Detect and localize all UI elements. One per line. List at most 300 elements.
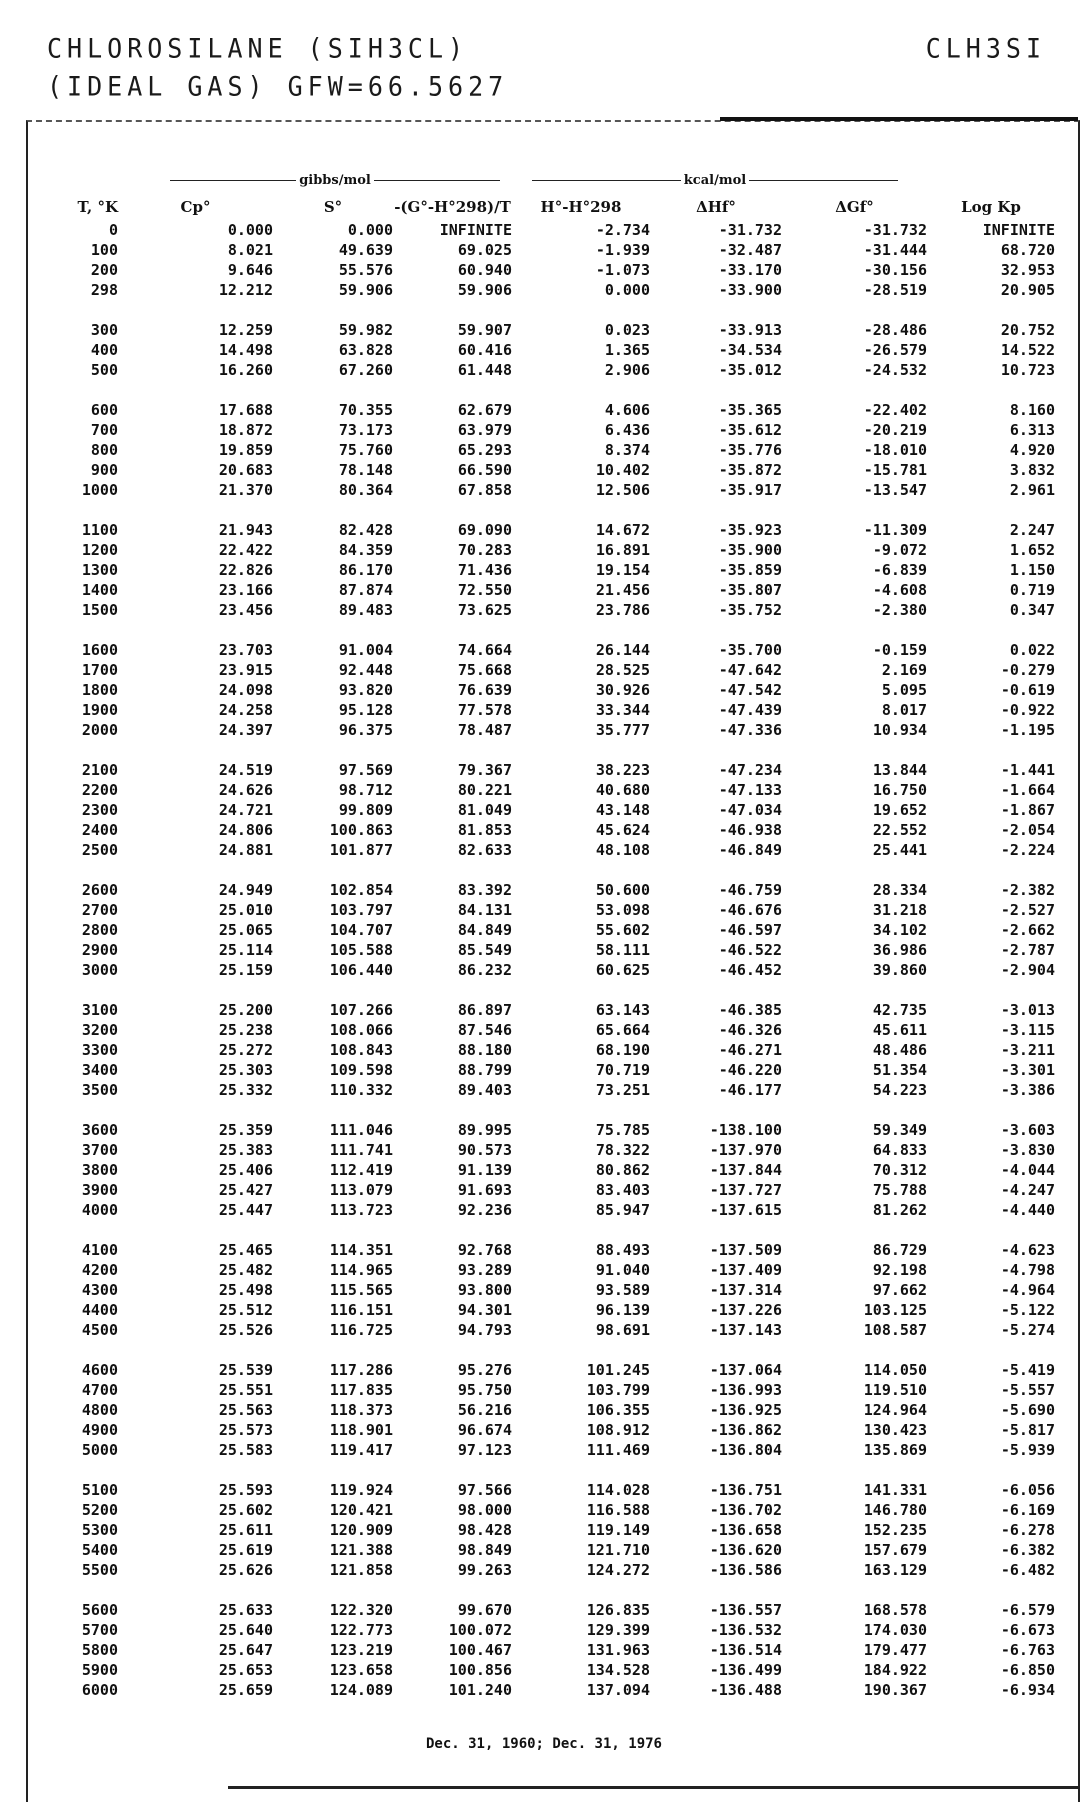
table-cell: 2200 xyxy=(81,781,118,799)
table-cell: 97.566 xyxy=(457,1481,512,1499)
table-cell: 28.334 xyxy=(872,881,927,899)
table-cell: 152.235 xyxy=(863,1521,927,1539)
table-cell: 19.652 xyxy=(872,801,927,819)
table-cell: -26.579 xyxy=(863,341,927,359)
table-cell: 114.965 xyxy=(329,1261,393,1279)
span-rule-right xyxy=(749,180,898,181)
table-cell: 24.806 xyxy=(218,821,273,839)
table-row xyxy=(38,440,1055,460)
table-cell: -1.664 xyxy=(1000,781,1055,799)
table-cell: 157.679 xyxy=(863,1541,927,1559)
spacer-cell xyxy=(38,500,1055,520)
table-cell: 42.735 xyxy=(872,1001,927,1019)
table-cell: 8.160 xyxy=(1009,401,1055,419)
table-cell: -6.482 xyxy=(1000,1561,1055,1579)
table-cell: 141.331 xyxy=(863,1481,927,1499)
table-cell: 114.050 xyxy=(863,1361,927,1379)
table-cell: 25.498 xyxy=(218,1281,273,1299)
table-cell: 25.551 xyxy=(218,1381,273,1399)
table-cell: 77.578 xyxy=(457,701,512,719)
table-cell: 1.652 xyxy=(1009,541,1055,559)
table-cell: 78.148 xyxy=(338,461,393,479)
table-cell: 6000 xyxy=(81,1681,118,1699)
table-cell: 32.953 xyxy=(1000,261,1055,279)
table-cell: 38.223 xyxy=(595,761,650,779)
table-cell: 163.129 xyxy=(863,1561,927,1579)
table-row xyxy=(38,800,1055,820)
table-cell: 88.799 xyxy=(457,1061,512,1079)
table-cell: 23.703 xyxy=(218,641,273,659)
table-cell: -2.380 xyxy=(872,601,927,619)
table-cell: -0.922 xyxy=(1000,701,1055,719)
table-cell: 108.912 xyxy=(586,1421,650,1439)
table-row xyxy=(38,480,1055,500)
table-cell: 800 xyxy=(90,441,118,459)
table-cell: 101.245 xyxy=(586,1361,650,1379)
table-cell: 106.355 xyxy=(586,1401,650,1419)
table-cell: 98.000 xyxy=(457,1501,512,1519)
table-row xyxy=(38,1060,1055,1080)
table-cell: INFINITE xyxy=(982,221,1055,239)
table-cell: 1300 xyxy=(81,561,118,579)
table-cell: 53.098 xyxy=(595,901,650,919)
table-cell: 25.563 xyxy=(218,1401,273,1419)
table-cell: 25.406 xyxy=(218,1161,273,1179)
table-cell: 98.712 xyxy=(338,781,393,799)
table-cell: -18.010 xyxy=(863,441,927,459)
table-cell: 75.785 xyxy=(595,1121,650,1139)
table-cell: 91.040 xyxy=(595,1261,650,1279)
table-cell: 16.750 xyxy=(872,781,927,799)
table-cell: 3000 xyxy=(81,961,118,979)
row-spacer xyxy=(38,860,1055,880)
table-cell: 66.590 xyxy=(457,461,512,479)
table-body xyxy=(38,220,1055,1700)
table-cell: 1.365 xyxy=(604,341,650,359)
table-cell: -3.211 xyxy=(1000,1041,1055,1059)
table-cell: -1.939 xyxy=(595,241,650,259)
table-cell: 200 xyxy=(90,261,118,279)
table-cell: 96.139 xyxy=(595,1301,650,1319)
table-cell: 4200 xyxy=(81,1261,118,1279)
table-cell: 137.094 xyxy=(586,1681,650,1699)
table-cell: 168.578 xyxy=(863,1601,927,1619)
table-cell: 68.720 xyxy=(1000,241,1055,259)
table-cell: 87.546 xyxy=(457,1021,512,1039)
table-row xyxy=(38,1680,1055,1700)
table-cell: -35.923 xyxy=(718,521,782,539)
table-cell: 83.403 xyxy=(595,1181,650,1199)
table-cell: -35.807 xyxy=(718,581,782,599)
table-cell: 68.190 xyxy=(595,1041,650,1059)
table-cell: 115.565 xyxy=(329,1281,393,1299)
table-cell: -5.690 xyxy=(1000,1401,1055,1419)
table-cell: 20.752 xyxy=(1000,321,1055,339)
table-cell: 25.065 xyxy=(218,921,273,939)
table-cell: 190.367 xyxy=(863,1681,927,1699)
table-cell: 60.625 xyxy=(595,961,650,979)
table-cell: 97.569 xyxy=(338,761,393,779)
table-cell: 80.364 xyxy=(338,481,393,499)
table-cell: -136.514 xyxy=(709,1641,782,1659)
table-cell: 12.506 xyxy=(595,481,650,499)
table-cell: -47.234 xyxy=(718,761,782,779)
table-cell: 25.303 xyxy=(218,1061,273,1079)
table-cell: 95.128 xyxy=(338,701,393,719)
table-cell: 174.030 xyxy=(863,1621,927,1639)
table-cell: 93.800 xyxy=(457,1281,512,1299)
table-cell: 25.272 xyxy=(218,1041,273,1059)
table-cell: 4400 xyxy=(81,1301,118,1319)
table-cell: -35.365 xyxy=(718,401,782,419)
table-cell: 100.856 xyxy=(448,1661,512,1679)
table-cell: 12.212 xyxy=(218,281,273,299)
col-enthalpy-increment: H°-H°298 xyxy=(540,198,622,216)
table-cell: 25.238 xyxy=(218,1021,273,1039)
table-cell: 117.286 xyxy=(329,1361,393,1379)
table-cell: 80.862 xyxy=(595,1161,650,1179)
table-cell: 3900 xyxy=(81,1181,118,1199)
row-spacer xyxy=(38,620,1055,640)
table-row xyxy=(38,1140,1055,1160)
table-row xyxy=(38,840,1055,860)
table-row xyxy=(38,1280,1055,1300)
table-cell: 2800 xyxy=(81,921,118,939)
table-cell: 900 xyxy=(90,461,118,479)
table-cell: -137.143 xyxy=(709,1321,782,1339)
table-cell: 25.583 xyxy=(218,1441,273,1459)
table-cell: 2.906 xyxy=(604,361,650,379)
table-cell: -1.867 xyxy=(1000,801,1055,819)
table-cell: 95.276 xyxy=(457,1361,512,1379)
table-row xyxy=(38,680,1055,700)
table-cell: 85.549 xyxy=(457,941,512,959)
table-cell: 55.602 xyxy=(595,921,650,939)
row-spacer xyxy=(38,380,1055,400)
table-cell: 78.322 xyxy=(595,1141,650,1159)
table-cell: 4700 xyxy=(81,1381,118,1399)
table-cell: -35.612 xyxy=(718,421,782,439)
table-cell: 99.263 xyxy=(457,1561,512,1579)
spacer-cell xyxy=(38,1580,1055,1600)
table-cell: 25.114 xyxy=(218,941,273,959)
table-cell: -2.527 xyxy=(1000,901,1055,919)
table-row xyxy=(38,1560,1055,1580)
table-cell: 122.320 xyxy=(329,1601,393,1619)
table-cell: -30.156 xyxy=(863,261,927,279)
table-cell: 3100 xyxy=(81,1001,118,1019)
spacer-cell xyxy=(38,860,1055,880)
col-gibbs-formation: ΔGf° xyxy=(835,198,874,216)
row-spacer xyxy=(38,1580,1055,1600)
table-cell: 116.588 xyxy=(586,1501,650,1519)
table-cell: 1500 xyxy=(81,601,118,619)
table-cell: 25.441 xyxy=(872,841,927,859)
table-cell: 25.383 xyxy=(218,1141,273,1159)
table-row xyxy=(38,220,1055,240)
table-row xyxy=(38,280,1055,300)
table-cell: 24.626 xyxy=(218,781,273,799)
table-cell: -35.752 xyxy=(718,601,782,619)
table-cell: 2500 xyxy=(81,841,118,859)
table-cell: 91.693 xyxy=(457,1181,512,1199)
table-cell: 86.729 xyxy=(872,1241,927,1259)
table-cell: 97.123 xyxy=(457,1441,512,1459)
table-cell: 4100 xyxy=(81,1241,118,1259)
table-cell: 25.647 xyxy=(218,1641,273,1659)
table-cell: -137.844 xyxy=(709,1161,782,1179)
table-cell: -137.509 xyxy=(709,1241,782,1259)
table-cell: 67.260 xyxy=(338,361,393,379)
table-cell: 63.828 xyxy=(338,341,393,359)
table-cell: -136.702 xyxy=(709,1501,782,1519)
table-cell: 4600 xyxy=(81,1361,118,1379)
table-row xyxy=(38,360,1055,380)
table-cell: 123.219 xyxy=(329,1641,393,1659)
table-cell: -46.271 xyxy=(718,1041,782,1059)
table-cell: 83.392 xyxy=(457,881,512,899)
table-cell: -35.917 xyxy=(718,481,782,499)
table-cell: 0.023 xyxy=(604,321,650,339)
table-cell: 100.467 xyxy=(448,1641,512,1659)
table-cell: 116.725 xyxy=(329,1321,393,1339)
span-rule-left xyxy=(170,180,296,181)
table-cell: -137.314 xyxy=(709,1281,782,1299)
table-cell: -136.925 xyxy=(709,1401,782,1419)
table-cell: 49.639 xyxy=(338,241,393,259)
table-row xyxy=(38,1040,1055,1060)
table-cell: 64.833 xyxy=(872,1141,927,1159)
row-spacer xyxy=(38,300,1055,320)
table-cell: -5.939 xyxy=(1000,1441,1055,1459)
table-cell: -6.169 xyxy=(1000,1501,1055,1519)
table-cell: -6.850 xyxy=(1000,1661,1055,1679)
table-cell: 35.777 xyxy=(595,721,650,739)
table-cell: 1700 xyxy=(81,661,118,679)
table-cell: -138.100 xyxy=(709,1121,782,1139)
table-cell: 4500 xyxy=(81,1321,118,1339)
table-cell: 88.180 xyxy=(457,1041,512,1059)
table-cell: 21.456 xyxy=(595,581,650,599)
table-cell: 3600 xyxy=(81,1121,118,1139)
table-cell: 121.858 xyxy=(329,1561,393,1579)
table-cell: 84.359 xyxy=(338,541,393,559)
table-cell: 120.909 xyxy=(329,1521,393,1539)
table-cell: -136.488 xyxy=(709,1681,782,1699)
table-cell: 2.961 xyxy=(1009,481,1055,499)
table-cell: 5000 xyxy=(81,1441,118,1459)
table-cell: 5500 xyxy=(81,1561,118,1579)
table-cell: 13.844 xyxy=(872,761,927,779)
table-cell: -136.751 xyxy=(709,1481,782,1499)
table-row xyxy=(38,580,1055,600)
table-cell: 1900 xyxy=(81,701,118,719)
table-row xyxy=(38,400,1055,420)
table-cell: 5.095 xyxy=(881,681,927,699)
table-cell: -2.787 xyxy=(1000,941,1055,959)
table-cell: 50.600 xyxy=(595,881,650,899)
table-cell: 25.626 xyxy=(218,1561,273,1579)
table-cell: -0.279 xyxy=(1000,661,1055,679)
table-cell: 18.872 xyxy=(218,421,273,439)
table-cell: -3.115 xyxy=(1000,1021,1055,1039)
table-cell: 75.668 xyxy=(457,661,512,679)
table-cell: 73.173 xyxy=(338,421,393,439)
table-cell: 20.683 xyxy=(218,461,273,479)
table-cell: -6.763 xyxy=(1000,1641,1055,1659)
table-cell: -5.419 xyxy=(1000,1361,1055,1379)
header-row xyxy=(38,196,1055,220)
table-cell: 73.251 xyxy=(595,1081,650,1099)
table-cell: 10.723 xyxy=(1000,361,1055,379)
table-cell: -35.700 xyxy=(718,641,782,659)
table-row xyxy=(38,1320,1055,1340)
table-cell: -1.441 xyxy=(1000,761,1055,779)
table-cell: -136.658 xyxy=(709,1521,782,1539)
table-cell: 179.477 xyxy=(863,1641,927,1659)
col-enthalpy-formation: ΔHf° xyxy=(696,198,736,216)
table-cell: 0.000 xyxy=(604,281,650,299)
table-cell: 20.905 xyxy=(1000,281,1055,299)
table-cell: 25.659 xyxy=(218,1681,273,1699)
table-cell: -33.900 xyxy=(718,281,782,299)
table-cell: -137.409 xyxy=(709,1261,782,1279)
table-cell: -4.608 xyxy=(872,581,927,599)
table-cell: 81.049 xyxy=(457,801,512,819)
table-cell: -11.309 xyxy=(863,521,927,539)
table-cell: 25.482 xyxy=(218,1261,273,1279)
table-cell: 1200 xyxy=(81,541,118,559)
table-cell: -46.938 xyxy=(718,821,782,839)
table-cell: 43.148 xyxy=(595,801,650,819)
table-cell: -3.013 xyxy=(1000,1001,1055,1019)
table-cell: 25.512 xyxy=(218,1301,273,1319)
table-cell: 59.906 xyxy=(338,281,393,299)
table-cell: 1000 xyxy=(81,481,118,499)
table-cell: 25.526 xyxy=(218,1321,273,1339)
table-row xyxy=(38,340,1055,360)
table-cell: -22.402 xyxy=(863,401,927,419)
table-row xyxy=(38,920,1055,940)
table-cell: 106.440 xyxy=(329,961,393,979)
table-cell: 81.262 xyxy=(872,1201,927,1219)
table-cell: 1600 xyxy=(81,641,118,659)
table-row xyxy=(38,320,1055,340)
table-row xyxy=(38,660,1055,680)
table-cell: 8.021 xyxy=(227,241,273,259)
table-row xyxy=(38,1200,1055,1220)
table-cell: 103.799 xyxy=(586,1381,650,1399)
table-row xyxy=(38,240,1055,260)
table-cell: 108.066 xyxy=(329,1021,393,1039)
table-row xyxy=(38,1180,1055,1200)
table-cell: -46.385 xyxy=(718,1001,782,1019)
table-cell: 0.000 xyxy=(227,221,273,239)
table-cell: 2100 xyxy=(81,761,118,779)
table-cell: 108.843 xyxy=(329,1041,393,1059)
table-cell: 135.869 xyxy=(863,1441,927,1459)
table-cell: 25.447 xyxy=(218,1201,273,1219)
table-cell: 33.344 xyxy=(595,701,650,719)
table-cell: 113.723 xyxy=(329,1201,393,1219)
table-cell: 119.417 xyxy=(329,1441,393,1459)
table-cell: 124.089 xyxy=(329,1681,393,1699)
table-cell: 65.293 xyxy=(457,441,512,459)
table-cell: -3.603 xyxy=(1000,1121,1055,1139)
table-cell: 114.028 xyxy=(586,1481,650,1499)
table-cell: 93.289 xyxy=(457,1261,512,1279)
table-cell: 298 xyxy=(90,281,118,299)
table-cell: -136.557 xyxy=(709,1601,782,1619)
table-cell: 25.332 xyxy=(218,1081,273,1099)
table-cell: -28.486 xyxy=(863,321,927,339)
table-cell: 1400 xyxy=(81,581,118,599)
table-cell: 63.143 xyxy=(595,1001,650,1019)
table-row xyxy=(38,1600,1055,1620)
table-cell: 102.854 xyxy=(329,881,393,899)
table-cell: 25.619 xyxy=(218,1541,273,1559)
table-cell: 107.266 xyxy=(329,1001,393,1019)
row-spacer xyxy=(38,980,1055,1000)
table-cell: -136.620 xyxy=(709,1541,782,1559)
table-cell: 92.198 xyxy=(872,1261,927,1279)
table-row xyxy=(38,900,1055,920)
table-cell: 89.403 xyxy=(457,1081,512,1099)
span-rule-left xyxy=(532,180,681,181)
table-cell: 85.947 xyxy=(595,1201,650,1219)
table-cell: -35.776 xyxy=(718,441,782,459)
table-row xyxy=(38,1380,1055,1400)
table-cell: 99.670 xyxy=(457,1601,512,1619)
table-cell: -4.247 xyxy=(1000,1181,1055,1199)
table-row xyxy=(38,1240,1055,1260)
table-cell: -137.615 xyxy=(709,1201,782,1219)
table-cell: -137.727 xyxy=(709,1181,782,1199)
table-cell: -24.532 xyxy=(863,361,927,379)
table-cell: -2.224 xyxy=(1000,841,1055,859)
table-cell: 2400 xyxy=(81,821,118,839)
table-cell: -136.804 xyxy=(709,1441,782,1459)
table-cell: 91.139 xyxy=(457,1161,512,1179)
table-cell: 22.552 xyxy=(872,821,927,839)
table-cell: 54.223 xyxy=(872,1081,927,1099)
table-cell: -2.662 xyxy=(1000,921,1055,939)
table-cell: 1.150 xyxy=(1009,561,1055,579)
spacer-cell xyxy=(38,1340,1055,1360)
table-cell: 10.934 xyxy=(872,721,927,739)
table-cell: 129.399 xyxy=(586,1621,650,1639)
table-cell: 98.849 xyxy=(457,1541,512,1559)
table-row xyxy=(38,1120,1055,1140)
table-cell: -32.487 xyxy=(718,241,782,259)
table-cell: 8.017 xyxy=(881,701,927,719)
table-row xyxy=(38,540,1055,560)
table-row xyxy=(38,600,1055,620)
table-row xyxy=(38,1440,1055,1460)
revision-dates: Dec. 31, 1960; Dec. 31, 1976 xyxy=(425,1736,662,1752)
row-spacer xyxy=(38,1460,1055,1480)
table-cell: 114.351 xyxy=(329,1241,393,1259)
table-cell: 123.658 xyxy=(329,1661,393,1679)
table-row xyxy=(38,760,1055,780)
table-cell: -137.226 xyxy=(709,1301,782,1319)
table-cell: 184.922 xyxy=(863,1661,927,1679)
table-cell: 99.809 xyxy=(338,801,393,819)
table-cell: -3.830 xyxy=(1000,1141,1055,1159)
table-cell: -6.673 xyxy=(1000,1621,1055,1639)
table-cell: 34.102 xyxy=(872,921,927,939)
table-cell: INFINITE xyxy=(439,221,512,239)
